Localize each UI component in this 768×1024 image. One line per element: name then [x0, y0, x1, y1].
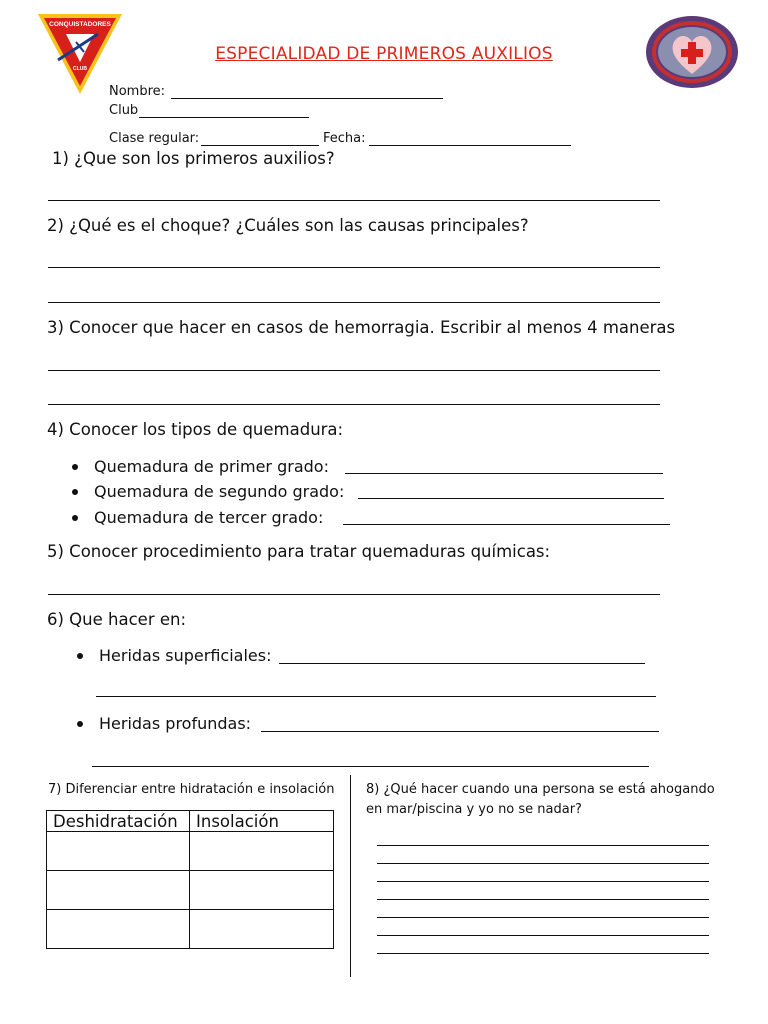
bullet-icon	[77, 721, 83, 727]
question-3: 3) Conocer que hacer en casos de hemorragia. Escribir al menos 4 maneras	[47, 318, 676, 337]
answer-line-4a[interactable]	[345, 473, 663, 474]
table-header-row	[47, 811, 334, 832]
table-cell[interactable]	[190, 910, 334, 949]
table-cell[interactable]	[190, 832, 334, 871]
clase-label: Clase regular:	[109, 131, 200, 146]
question-1: 1) ¿Que son los primeros auxilios?	[52, 149, 335, 168]
club-label: Club	[109, 103, 139, 118]
list-item	[94, 508, 323, 527]
question-6: 6) Que hacer en:	[47, 610, 187, 629]
question-2: 2) ¿Qué es el choque? ¿Cuáles son las causas principales?	[47, 216, 529, 235]
table-header-insolacion: Insolación	[190, 811, 334, 832]
answer-line-8d[interactable]	[377, 899, 709, 900]
table-header-deshidratacion: Deshidratación	[47, 811, 190, 832]
list-item	[94, 457, 329, 476]
answer-line-2b[interactable]	[48, 302, 660, 303]
q4-item-1: Quemadura de primer grado:	[94, 457, 329, 476]
answer-line-4c[interactable]	[343, 524, 670, 525]
question-5: 5) Conocer procedimiento para tratar quemaduras químicas:	[47, 542, 551, 561]
answer-line-8c[interactable]	[377, 881, 709, 882]
list-item	[99, 646, 271, 665]
bullet-icon	[77, 653, 83, 659]
answer-line-8b[interactable]	[377, 863, 709, 864]
question-8: 8) ¿Qué hacer cuando una persona se está ahogando en mar/piscina y yo no se nadar?	[366, 782, 715, 817]
answer-line-8e[interactable]	[377, 917, 709, 918]
question-7: 7) Diferenciar entre hidratación e insolación	[48, 782, 335, 797]
table-row	[47, 910, 334, 949]
answer-line-8g[interactable]	[377, 953, 709, 954]
table-cell[interactable]	[47, 910, 190, 949]
clase-field[interactable]	[201, 145, 319, 146]
list-item	[94, 482, 344, 501]
logo-text-top: CONQUISTADORES	[49, 21, 111, 28]
q4-item-2: Quemadura de segundo grado:	[94, 482, 345, 501]
nombre-label: Nombre:	[109, 84, 166, 99]
answer-line-3a[interactable]	[48, 370, 660, 371]
fecha-label: Fecha:	[323, 131, 366, 146]
heart-cross-badge-icon	[644, 14, 740, 90]
answer-line-1[interactable]	[48, 200, 660, 201]
nombre-field[interactable]	[171, 98, 443, 99]
answer-line-8f[interactable]	[377, 935, 709, 936]
list-item	[99, 714, 251, 733]
page-title: ESPECIALIDAD DE PRIMEROS AUXILIOS	[215, 44, 553, 64]
club-field[interactable]	[139, 117, 309, 118]
answer-line-4b[interactable]	[358, 498, 664, 499]
answer-line-6d[interactable]	[92, 766, 649, 767]
answer-line-2a[interactable]	[48, 267, 660, 268]
q6-item-1: Heridas superficiales:	[99, 646, 272, 665]
bullet-icon	[72, 464, 78, 470]
answer-line-8a[interactable]	[377, 845, 709, 846]
q4-item-3: Quemadura de tercer grado:	[94, 508, 324, 527]
question-4: 4) Conocer los tipos de quemadura:	[47, 420, 344, 439]
answer-line-6c[interactable]	[261, 731, 659, 732]
bullet-icon	[72, 515, 78, 521]
answer-line-5[interactable]	[48, 594, 660, 595]
answer-line-3b[interactable]	[48, 404, 660, 405]
comparison-table	[46, 810, 334, 949]
table-cell[interactable]	[47, 832, 190, 871]
table-cell[interactable]	[47, 871, 190, 910]
table-row	[47, 832, 334, 871]
answer-line-6a[interactable]	[279, 663, 645, 664]
table-cell[interactable]	[190, 871, 334, 910]
bullet-icon	[72, 489, 78, 495]
table-row	[47, 871, 334, 910]
column-divider	[350, 775, 351, 977]
q6-item-2: Heridas profundas:	[99, 714, 252, 733]
answer-line-6b[interactable]	[96, 696, 656, 697]
logo-text-bottom: CLUB	[73, 66, 87, 72]
fecha-field[interactable]	[369, 145, 571, 146]
